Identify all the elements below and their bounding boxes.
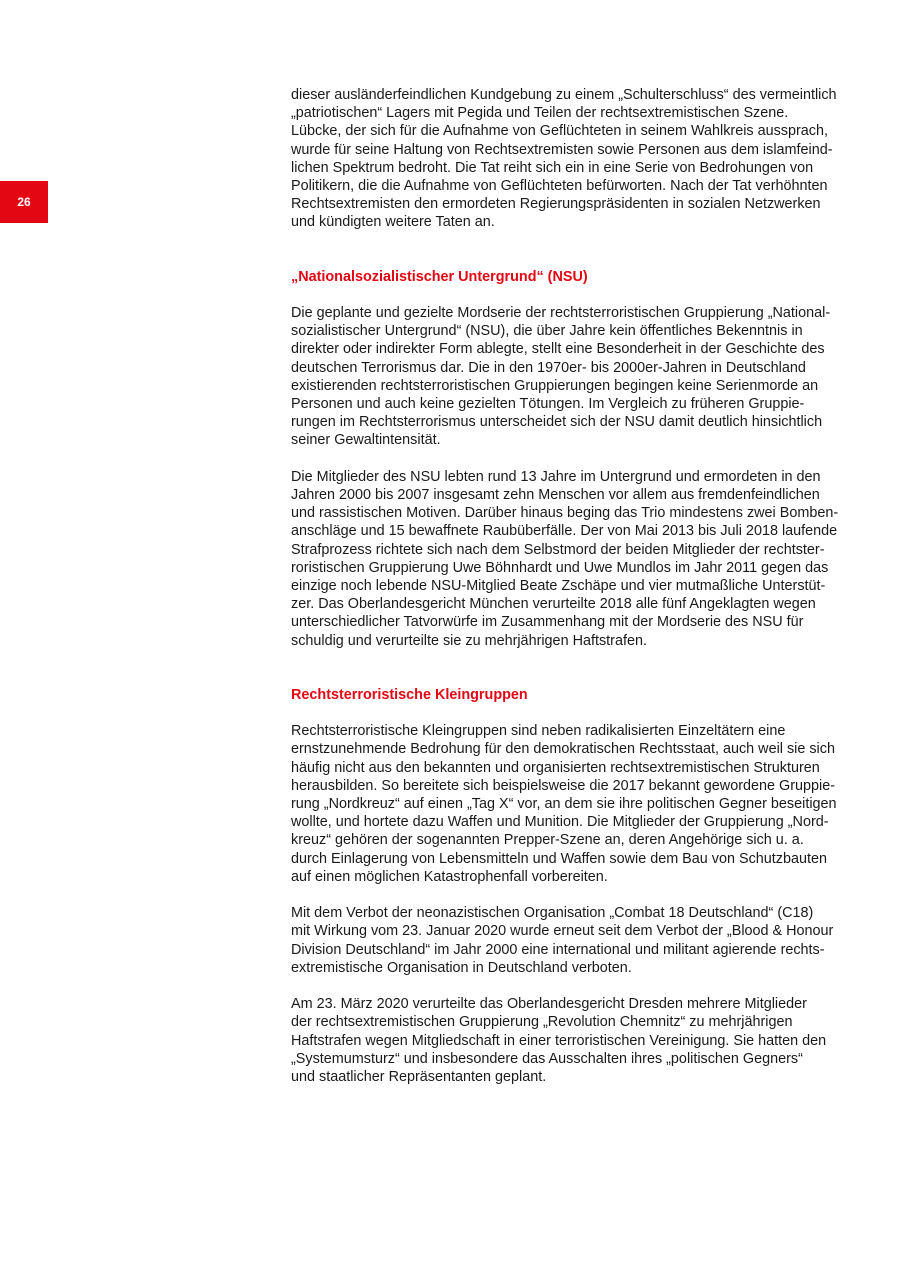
text-line: unterschiedlicher Tatvorwürfe im Zusammenhang mit der Mordserie des NSU für [291,614,804,631]
text-line: dieser ausländerfeindlichen Kundgebung zu einem „Schulterschluss“ des vermeintlich [291,87,837,103]
text-line: Jahren 2000 bis 2007 insgesamt zehn Menschen vor allem aus fremdenfeindlichen [291,487,820,504]
text-line: roristischen Gruppierung Uwe Böhnhardt und Uwe Mundlos im Jahr 2011 gegen das [291,559,829,576]
text-line: Am 23. März 2020 verurteilte das Oberlandesgericht Dresden mehrere Mitglieder [291,996,807,1013]
text-line: anschläge und 15 bewaffnete Raubüberfälle. Der von Mai 2013 bis Juli 2018 laufende [291,523,838,540]
text-line: wurde für seine Haltung von Rechtsextremisten sowie Personen aus dem islamfeind- [291,141,833,158]
kleingruppen-paragraph-3 [291,995,836,1086]
text-line: auf einen möglichen Katastrophenfall vorbereiten. [291,868,608,885]
text-line: Politikern, die die Aufnahme von Geflüchteten befürworten. Nach der Tat verhöhnten [291,178,828,195]
nsu-paragraph-2 [291,468,839,650]
nsu-paragraph-1 [291,304,836,450]
text-line: Die geplante und gezielte Mordserie der rechtsterroristischen Gruppierung „National- [291,305,831,322]
text-line: wollte, und hortete dazu Waffen und Munition. Die Mitglieder der Gruppierung „Nord- [291,814,829,831]
text-line: häufig nicht aus den bekannten und organisierten rechtsextremistischen Strukturen [291,759,820,776]
text-line: Lübcke, der sich für die Aufnahme von Geflüchteten in seinem Wahlkreis aussprach, [291,123,828,140]
section-heading-nsu: „Nationalsozialistischer Untergrund“ (NSU) [291,268,588,285]
text-line: existierenden rechtsterroristischen Gruppierungen begingen keine Serienmorde an [291,377,819,394]
kleingruppen-paragraph-1 [291,722,836,886]
text-line: Strafprozess richtete sich nach dem Selbstmord der beiden Mitglieder der rechtster- [291,541,825,558]
text-line: und kündigten weitere Taten an. [291,214,495,231]
page-number-tab: 26 [0,181,48,223]
text-line: Rechtsextremisten den ermordeten Regierungspräsidenten in sozialen Netzwerken [291,196,821,213]
intro-paragraph [291,86,836,232]
article-body [291,86,839,1086]
text-line: herausbilden. So bereitete sich beispielsweise die 2017 bekannt gewordene Gruppie- [291,777,835,794]
text-line: schuldig und verurteilte sie zu mehrjährigen Haftstrafen. [291,632,647,649]
text-line: durch Einlagerung von Lebensmitteln und Waffen sowie dem Bau von Schutzbauten [291,850,827,867]
text-line: „patriotischen“ Lagers mit Pegida und Teilen der rechtsextremistischen Szene. [291,105,789,122]
text-line: lichen Spektrum bedroht. Die Tat reiht sich ein in eine Serie von Bedrohungen von [291,159,814,176]
text-line: direkter oder indirekter Form ablegte, stellt eine Besonderheit in der Geschichte des [291,341,825,358]
text-line: Division Deutschland“ im Jahr 2000 eine international und militant agierende rechts- [291,941,825,958]
section-heading-kleingruppen: Rechtsterroristische Kleingruppen [291,686,528,703]
text-line: Mit dem Verbot der neonazistischen Organisation „Combat 18 Deutschland“ (C18) [291,905,814,922]
kleingruppen-paragraph-2 [291,904,836,977]
text-line: deutschen Terrorismus dar. Die in den 1970er- bis 2000er-Jahren in Deutschland [291,359,806,376]
text-line: kreuz“ gehören der sogenannten Prepper-Szene an, deren Angehörige sich u. a. [291,832,804,849]
text-line: rungen im Rechtsterrorismus unterscheidet sich der NSU damit deutlich hinsichtlich [291,414,823,431]
text-line: seiner Gewaltintensität. [291,432,441,449]
text-line: Die Mitglieder des NSU lebten rund 13 Jahre im Untergrund und ermordeten in den [291,468,821,485]
text-line: der rechtsextremistischen Gruppierung „Revolution Chemnitz“ zu mehrjährigen [291,1014,793,1031]
text-line: Personen und auch keine gezielten Tötungen. Im Vergleich zu früheren Gruppie- [291,396,805,413]
text-line: zer. Das Oberlandesgericht München verurteilte 2018 alle fünf Angeklagten wegen [291,596,816,613]
text-line: Rechtsterroristische Kleingruppen sind neben radikalisierten Einzeltätern eine [291,723,786,740]
text-line: und staatlicher Repräsentanten geplant. [291,1069,547,1086]
text-line: ernstzunehmende Bedrohung für den demokratischen Rechtsstaat, auch weil sie sich [291,741,835,758]
text-line: sozialistischer Untergrund“ (NSU), die über Jahre kein öffentliches Bekenntnis in [291,323,803,340]
text-line: Haftstrafen wegen Mitgliedschaft in einer terroristischen Vereinigung. Sie hatten den [291,1032,827,1049]
text-line: einzige noch lebende NSU-Mitglied Beate Zschäpe und vier mutmaßliche Unterstüt- [291,578,826,595]
text-line: rung „Nordkreuz“ auf einen „Tag X“ vor, an dem sie ihre politischen Gegner beseitigen [291,796,837,813]
text-line: mit Wirkung vom 23. Januar 2020 wurde erneut seit dem Verbot der „Blood & Honour [291,923,834,940]
text-line: und rassistischen Motiven. Darüber hinaus beging das Trio mindestens zwei Bomben- [291,505,839,522]
text-line: extremistische Organisation in Deutschland verboten. [291,959,632,976]
text-line: „Systemumsturz“ und insbesondere das Ausschalten ihres „politischen Gegners“ [291,1050,803,1067]
